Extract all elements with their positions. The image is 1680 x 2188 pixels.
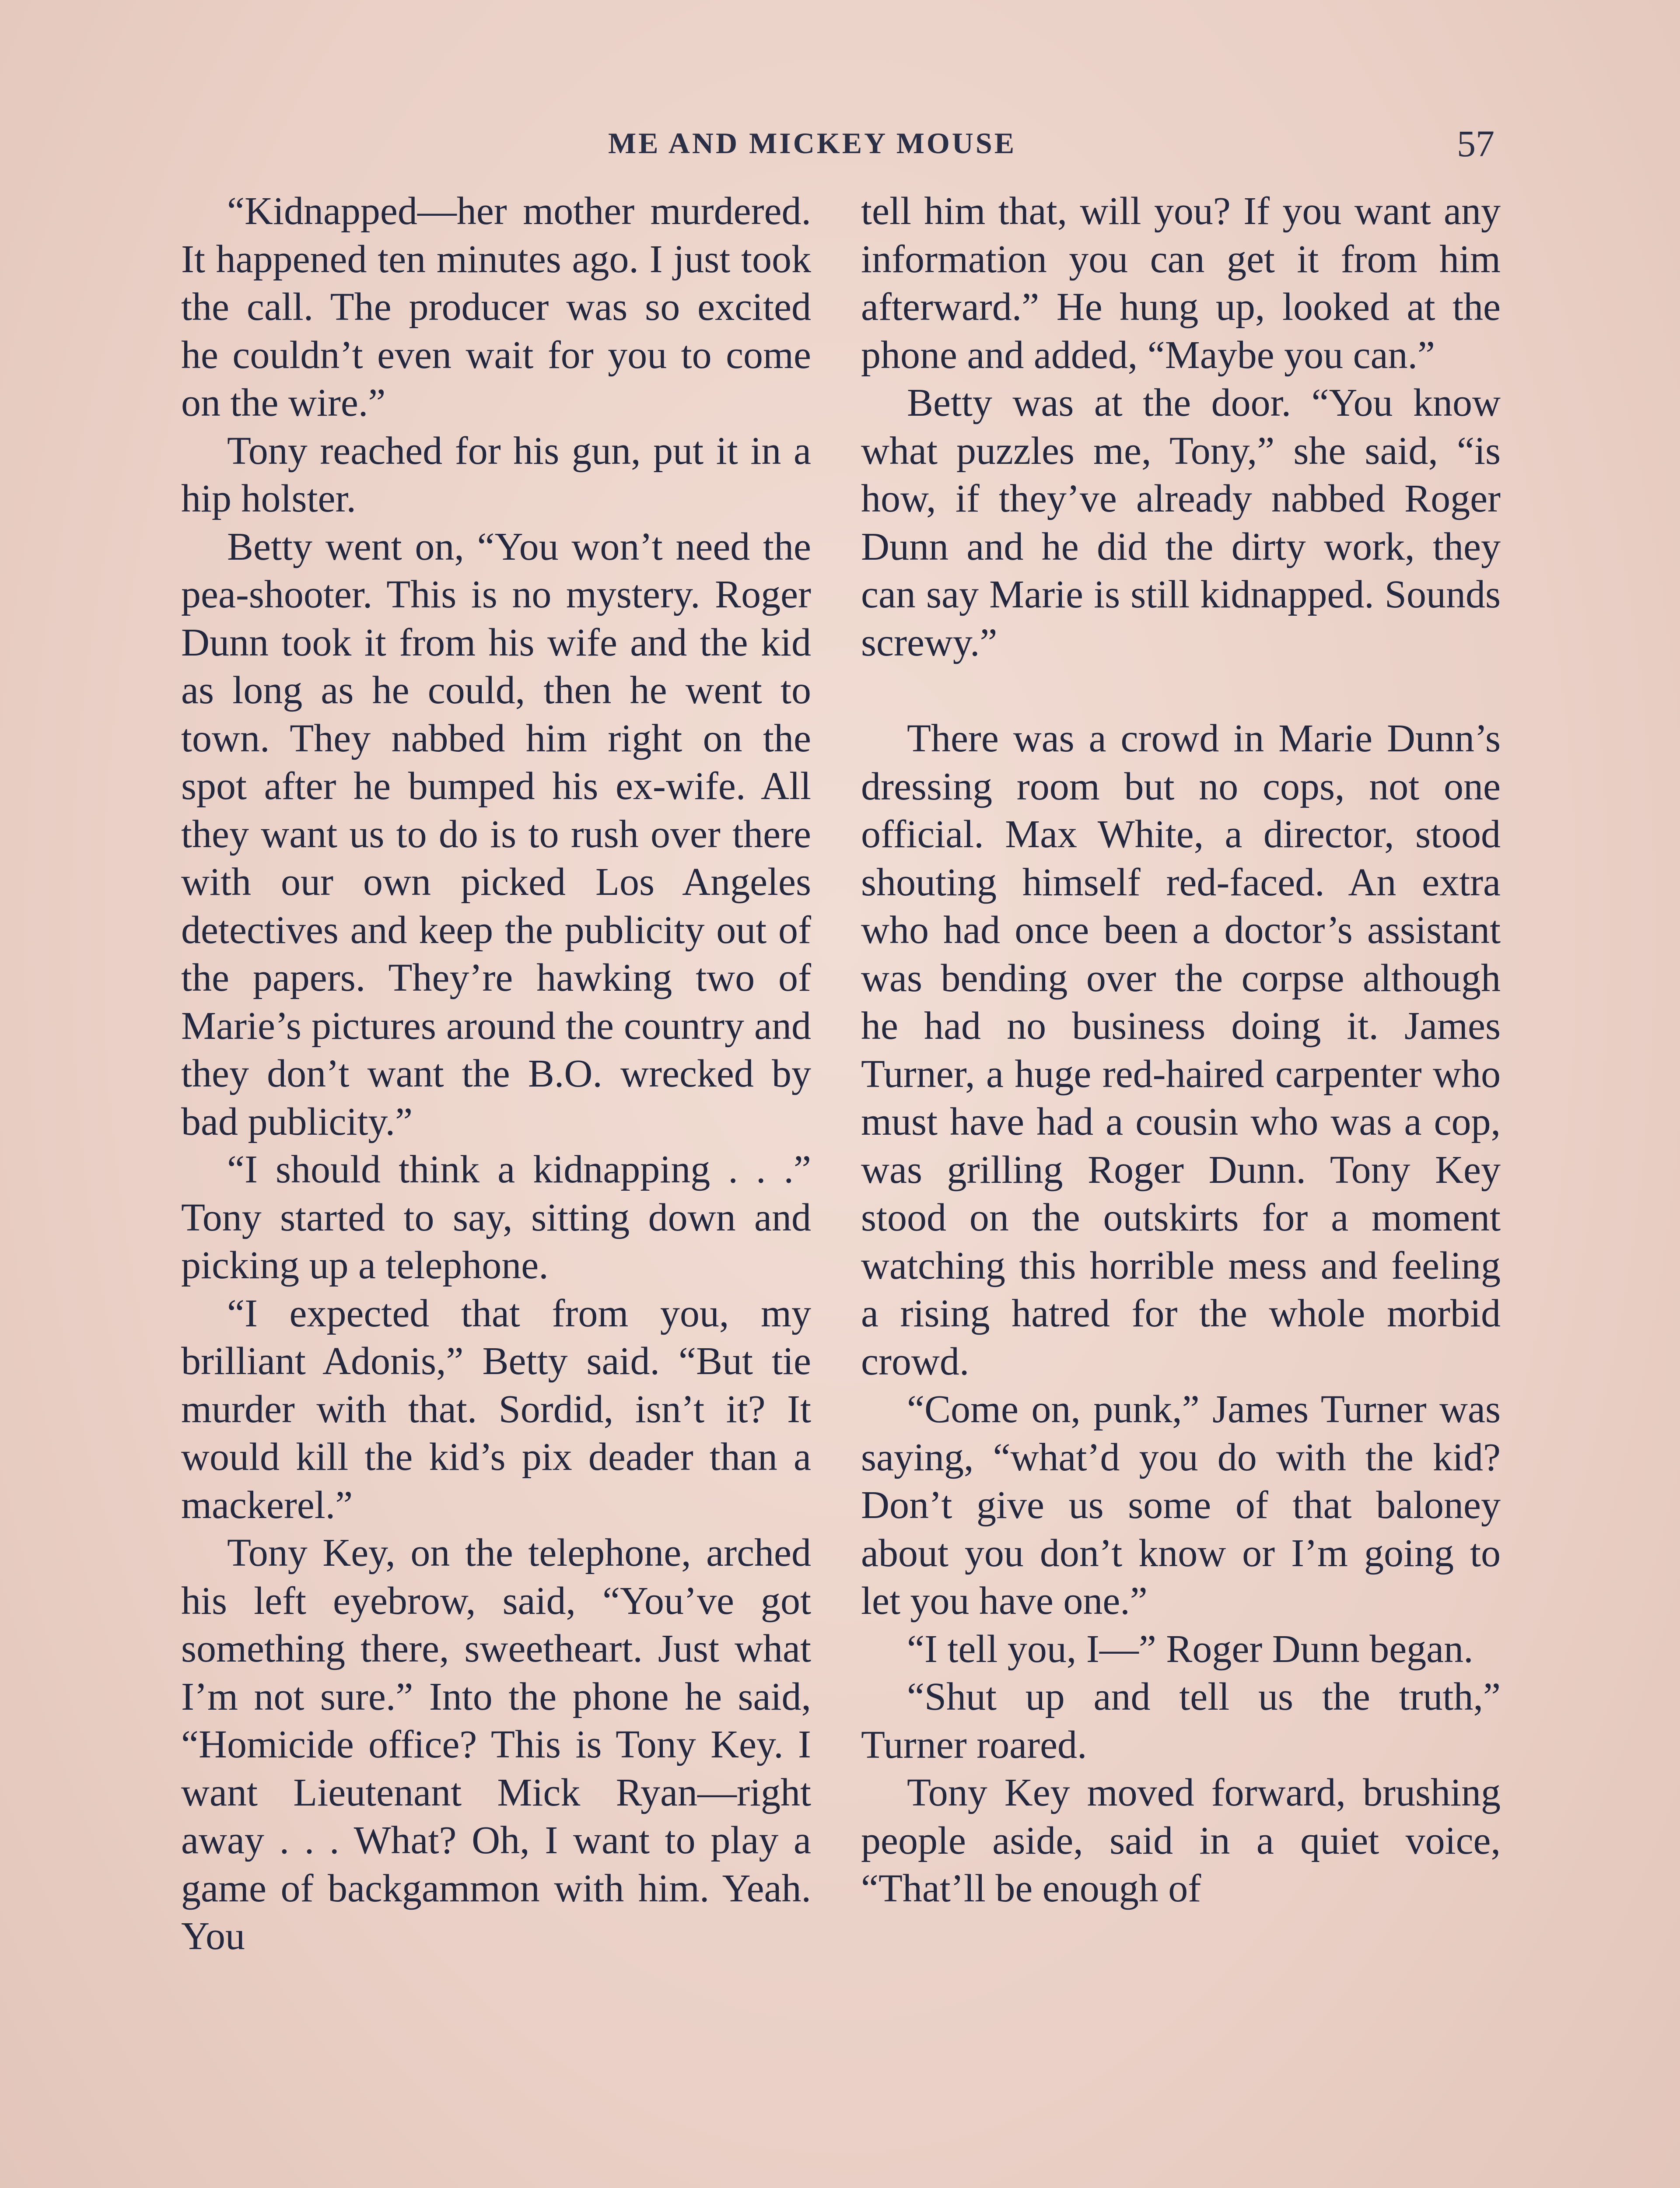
paragraph: Tony Key, on the telephone, arched his left eyebrow, said, “You’ve got something there, sweetheart. Just what I’m not sure.” Into the phone he said, “Homicide office? This is Tony Key. I want Lieutenant Mick Ryan—right away . . . What? Oh, I want to play a game of backgammon with him. Yeah. You: [181, 1531, 811, 1958]
paragraph-continuation: tell him that, will you? If you want any information you can get it from him afterward.” He hung up, looked at the phone and added, “Maybe you can.”: [861, 189, 1501, 377]
left-column: [181, 187, 811, 1960]
paragraph: “I should think a kidnapping . . .” Tony started to say, sitting down and picking up a telephone.: [181, 1148, 811, 1287]
right-column: [861, 187, 1501, 1913]
paragraph: “Shut up and tell us the truth,” Turner roared.: [861, 1675, 1501, 1767]
paragraph: “I tell you, I—” Roger Dunn began.: [907, 1627, 1474, 1671]
paragraph: Tony Key moved forward, brushing people aside, said in a quiet voice, “That’ll be enough of: [861, 1771, 1501, 1910]
paragraph: Tony reached for his gun, put it in a hip holster.: [181, 429, 811, 520]
running-title: ME AND MICKEY MOUSE: [608, 126, 1017, 160]
page-number: 57: [1457, 123, 1494, 165]
paragraph: “Come on, punk,” James Turner was saying, “what’d you do with the kid? Don’t give us some of that baloney about you don’t know or I’m going to let you have one.”: [861, 1388, 1501, 1623]
paragraph: “I expected that from you, my brilliant Adonis,” Betty said. “But tie murder with that. Sordid, isn’t it? It would kill the kid’s pix deader than a mackerel.”: [181, 1291, 811, 1527]
paragraph: Betty was at the door. “You know what puzzles me, Tony,” she said, “is how, if they’ve already nabbed Roger Dunn and he did the dirty work, they can say Marie is still kidnapped. Sounds screwy.”: [861, 381, 1501, 664]
paragraph: “Kidnapped—her mother murdered. It happened ten minutes ago. I just took the call. The producer was so excited he couldn’t even wait for you to come on the wire.”: [181, 189, 811, 424]
paragraph: Betty went on, “You won’t need the pea-shooter. This is no mystery. Roger Dunn took it from his wife and the kid as long as he could, then he went to town. They nabbed him right on the spot after he bumped his ex-wife. All they want us to do is to rush over there with our own picked Los Angeles detectives and keep the publicity out of the papers. They’re hawking two of Marie’s pictures around the country and they don’t want the B.O. wrecked by bad publicity.”: [181, 525, 811, 1143]
paragraph-section-start: There was a crowd in Marie Dunn’s dressing room but no cops, not one official. Max White, a director, stood shouting himself red-faced. An extra who had once been a doctor’s assistant was bending over the corpse although he had no business doing it. James Turner, a huge red-haired carpenter who must have had a cousin who was a cop, was grilling Roger Dunn. Tony Key stood on the outskirts for a moment watching this horrible mess and feeling a rising hatred for the whole morbid crowd.: [861, 717, 1501, 1383]
running-head: [0, 122, 1680, 165]
